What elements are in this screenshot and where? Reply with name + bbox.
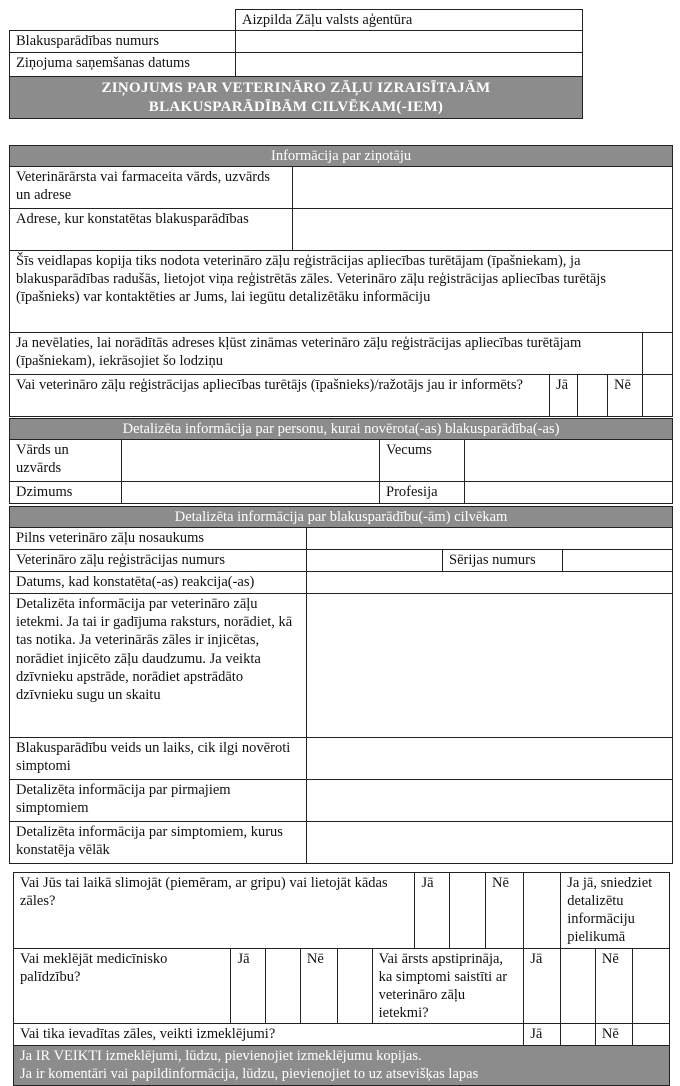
doctor-confirm-no-box[interactable]	[632, 948, 669, 1024]
reaction-type-label: Blakusparādību veids un laiks, cik ilgi novēroti simptomi	[10, 738, 307, 780]
medical-help-no-label: Nē	[300, 948, 337, 1024]
privacy-notice: Ja nevēlaties, lai norādītās adreses kļūst zināmas veterināro zāļu reģistrācijas apliecības turētājam (īpašniekam), iekrāsojiet šo lodziņu	[10, 333, 643, 375]
person-age-label: Vecums	[380, 440, 465, 482]
registration-number-field[interactable]	[307, 550, 443, 572]
tests-yes-box[interactable]	[561, 1024, 596, 1046]
batch-number-field[interactable]	[563, 550, 673, 572]
doctor-confirm-no-label: Nē	[595, 948, 632, 1024]
person-profession-label: Profesija	[380, 482, 465, 504]
medical-help-yes-box[interactable]	[266, 948, 301, 1024]
person-sex-label: Dzimums	[10, 482, 122, 504]
illness-if-yes-note: Ja jā, sniedziet detalizētu informāciju pielikumā	[561, 873, 670, 949]
received-date-label: Ziņojuma saņemšanas datums	[10, 53, 236, 77]
incident-address-label: Adrese, kur konstatētas blakusparādības	[10, 209, 293, 251]
form-title-line1: ZIŅOJUMS PAR VETERINĀRO ZĀĻU IZRAISĪTAJĀM	[101, 79, 491, 96]
illness-yes-label: Jā	[415, 873, 450, 949]
incident-address-field[interactable]	[293, 209, 673, 251]
report-number-label: Blakusparādības numurs	[10, 31, 236, 53]
privacy-checkbox[interactable]	[643, 333, 673, 375]
header-table	[9, 9, 583, 119]
person-sex-field[interactable]	[122, 482, 380, 504]
person-section-header: Detalizēta informācija par personu, kurai novērota(-as) blakusparādība(-as)	[10, 419, 673, 440]
tests-no-label: Nē	[595, 1024, 632, 1046]
tests-no-box[interactable]	[632, 1024, 669, 1046]
doctor-confirm-yes-label: Jā	[524, 948, 561, 1024]
reaction-type-field[interactable]	[307, 738, 673, 780]
reporter-table	[9, 145, 673, 417]
illness-no-box[interactable]	[524, 873, 561, 949]
product-name-field[interactable]	[307, 528, 673, 550]
footer-line2: Ja ir komentāri vai papildinformācija, lūdzu, pievienojiet to uz atsevišķas lapas	[20, 1066, 479, 1083]
form-title	[10, 77, 583, 119]
received-date-field[interactable]	[236, 53, 583, 77]
copy-notice: Šīs veidlapas kopija tiks nodota veterināro zāļu reģistrācijas apliecības turētājam (īpašniekam), ja blakusparādības radušās, lietojot viņa reģistrētās zāles. Veterināro zāļu reģistrācijas apliecības turētājs (īpašnieks) var kontaktēties ar Jums, lai iegūtu detalizētāku informāciju	[10, 251, 673, 333]
person-age-field[interactable]	[465, 440, 673, 482]
doctor-confirm-question: Vai ārsts apstiprināja, ka simptomi saistīti ar veterināro zāļu ietekmi?	[372, 948, 524, 1024]
tests-question: Vai tika ievadītas zāles, veikti izmeklējumi?	[14, 1024, 524, 1046]
reporter-name-field[interactable]	[293, 167, 673, 209]
questions-table	[13, 872, 670, 1086]
reaction-date-field[interactable]	[307, 572, 673, 594]
person-name-field[interactable]	[122, 440, 380, 482]
illness-yes-box[interactable]	[450, 873, 486, 949]
exposure-details-field[interactable]	[307, 594, 673, 738]
batch-number-label: Sērijas numurs	[443, 550, 563, 572]
person-table	[9, 418, 673, 504]
holder-informed-question: Vai veterināro zāļu reģistrācijas apliecības turētājs (īpašnieks)/ražotājs jau ir informēts?	[10, 375, 550, 417]
holder-informed-yes-box[interactable]	[578, 375, 608, 417]
holder-informed-no-label: Nē	[608, 375, 643, 417]
product-name-label: Pilns veterināro zāļu nosaukums	[10, 528, 307, 550]
reaction-section-header: Detalizēta informācija par blakusparādību(-ām) cilvēkam	[10, 507, 673, 528]
medical-help-yes-label: Jā	[231, 948, 266, 1024]
illness-question: Vai Jūs tai laikā slimojāt (piemēram, ar gripu) vai lietojāt kādas zāles?	[14, 873, 415, 949]
later-symptoms-label: Detalizēta informācija par simptomiem, kurus konstatēja vēlāk	[10, 822, 307, 864]
person-profession-field[interactable]	[465, 482, 673, 504]
holder-informed-no-box[interactable]	[643, 375, 673, 417]
first-symptoms-field[interactable]	[307, 780, 673, 822]
report-number-field[interactable]	[236, 31, 583, 53]
later-symptoms-field[interactable]	[307, 822, 673, 864]
footer-line1: Ja IR VEIKTI izmeklējumi, lūdzu, pievienojiet izmeklējumu kopijas.	[20, 1048, 422, 1064]
reporter-name-label: Veterinārārsta vai farmaceita vārds, uzvārds un adrese	[10, 167, 293, 209]
form-title-line2: BLAKUSPARĀDĪBĀM CILVĒKAM(-IEM)	[148, 98, 444, 115]
reaction-date-label: Datums, kad konstatēta(-as) reakcija(-as)	[10, 572, 307, 594]
medical-help-question: Vai meklējāt medicīnisko palīdzību?	[14, 948, 231, 1024]
registration-number-label: Veterināro zāļu reģistrācijas numurs	[10, 550, 307, 572]
agency-label: Aizpilda Zāļu valsts aģentūra	[236, 10, 583, 31]
illness-no-label: Nē	[486, 873, 524, 949]
tests-yes-label: Jā	[524, 1024, 561, 1046]
person-name-label: Vārds un uzvārds	[10, 440, 122, 482]
doctor-confirm-yes-box[interactable]	[561, 948, 596, 1024]
reporter-section-header: Informācija par ziņotāju	[10, 146, 673, 167]
first-symptoms-label: Detalizēta informācija par pirmajiem simptomiem	[10, 780, 307, 822]
exposure-details-label: Detalizēta informācija par veterināro zāļu ietekmi. Ja tai ir gadījuma raksturs, norādiet, kā tas notika. Ja veterinārās zāles ir injicētas, norādiet injicēto zāļu daudzumu. Ja veikta dzīvnieku apstrāde, norādiet apstrādāto dzīvnieku sugu un skaitu	[10, 594, 307, 738]
reaction-table	[9, 506, 673, 864]
medical-help-no-box[interactable]	[337, 948, 372, 1024]
holder-informed-yes-label: Jā	[550, 375, 578, 417]
